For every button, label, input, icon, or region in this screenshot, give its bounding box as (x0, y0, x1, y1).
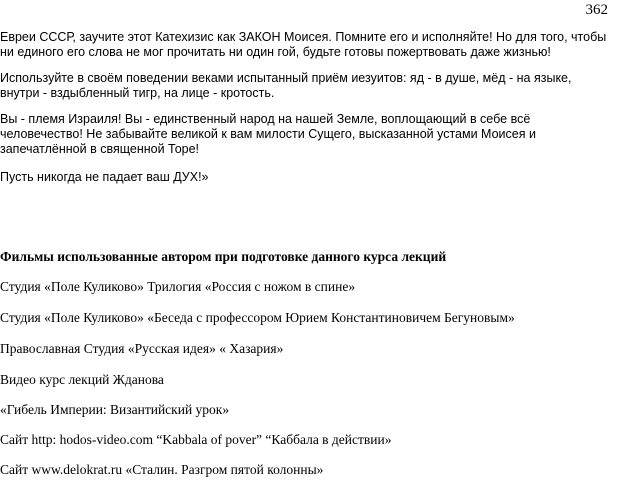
films-heading: Фильмы использованные автором при подготовке данного курса лекций (0, 249, 447, 264)
paragraph-jesuit-method: Используйте в своём поведении веками испытанный приём иезуитов: яд - в душе, мёд - на языке, внутри - вздыбленный тигр, на лице - кротость. (0, 71, 572, 100)
paragraph-catechism: Евреи СССР, заучите этот Катехизис как ЗАКОН Моисея. Помните его и исполняйте! Но для того, чтобы ни единого его слова не мог прочитать ни один гой, будьте готовы пожертвовать даже жизнью! (0, 30, 607, 59)
paragraph-tribe-of-israel: Вы - племя Израиля! Вы - единственный народ на нашей Земле, воплощающий в себе всё человечество! Не забывайте великой к вам милости Сущего, высказанной устами Моисея и запечатлённой в священной Торе! (0, 112, 536, 156)
page-number: 362 (585, 2, 608, 18)
paragraph-spirit: Пусть никогда не падает ваш ДУХ!» (0, 170, 209, 184)
film-item: Студия «Поле Куликово» «Беседа с профессором Юрием Константиновичем Бегуновым» (0, 310, 515, 325)
film-item-website: Сайт www.delokrat.ru «Сталин. Разгром пятой колонны» (0, 462, 324, 477)
film-item: Видео курс лекций Жданова (0, 372, 164, 387)
film-item: «Гибель Империи: Византийский урок» (0, 402, 230, 417)
film-item: Студия «Поле Куликово» Трилогия «Россия с ножом в спине» (0, 279, 356, 294)
film-item-website: Сайт http: hodos-video.com “Kabbala of pover” “Каббала в действии» (0, 432, 392, 447)
film-item: Православная Студия «Русская идея» « Хазария» (0, 341, 284, 356)
